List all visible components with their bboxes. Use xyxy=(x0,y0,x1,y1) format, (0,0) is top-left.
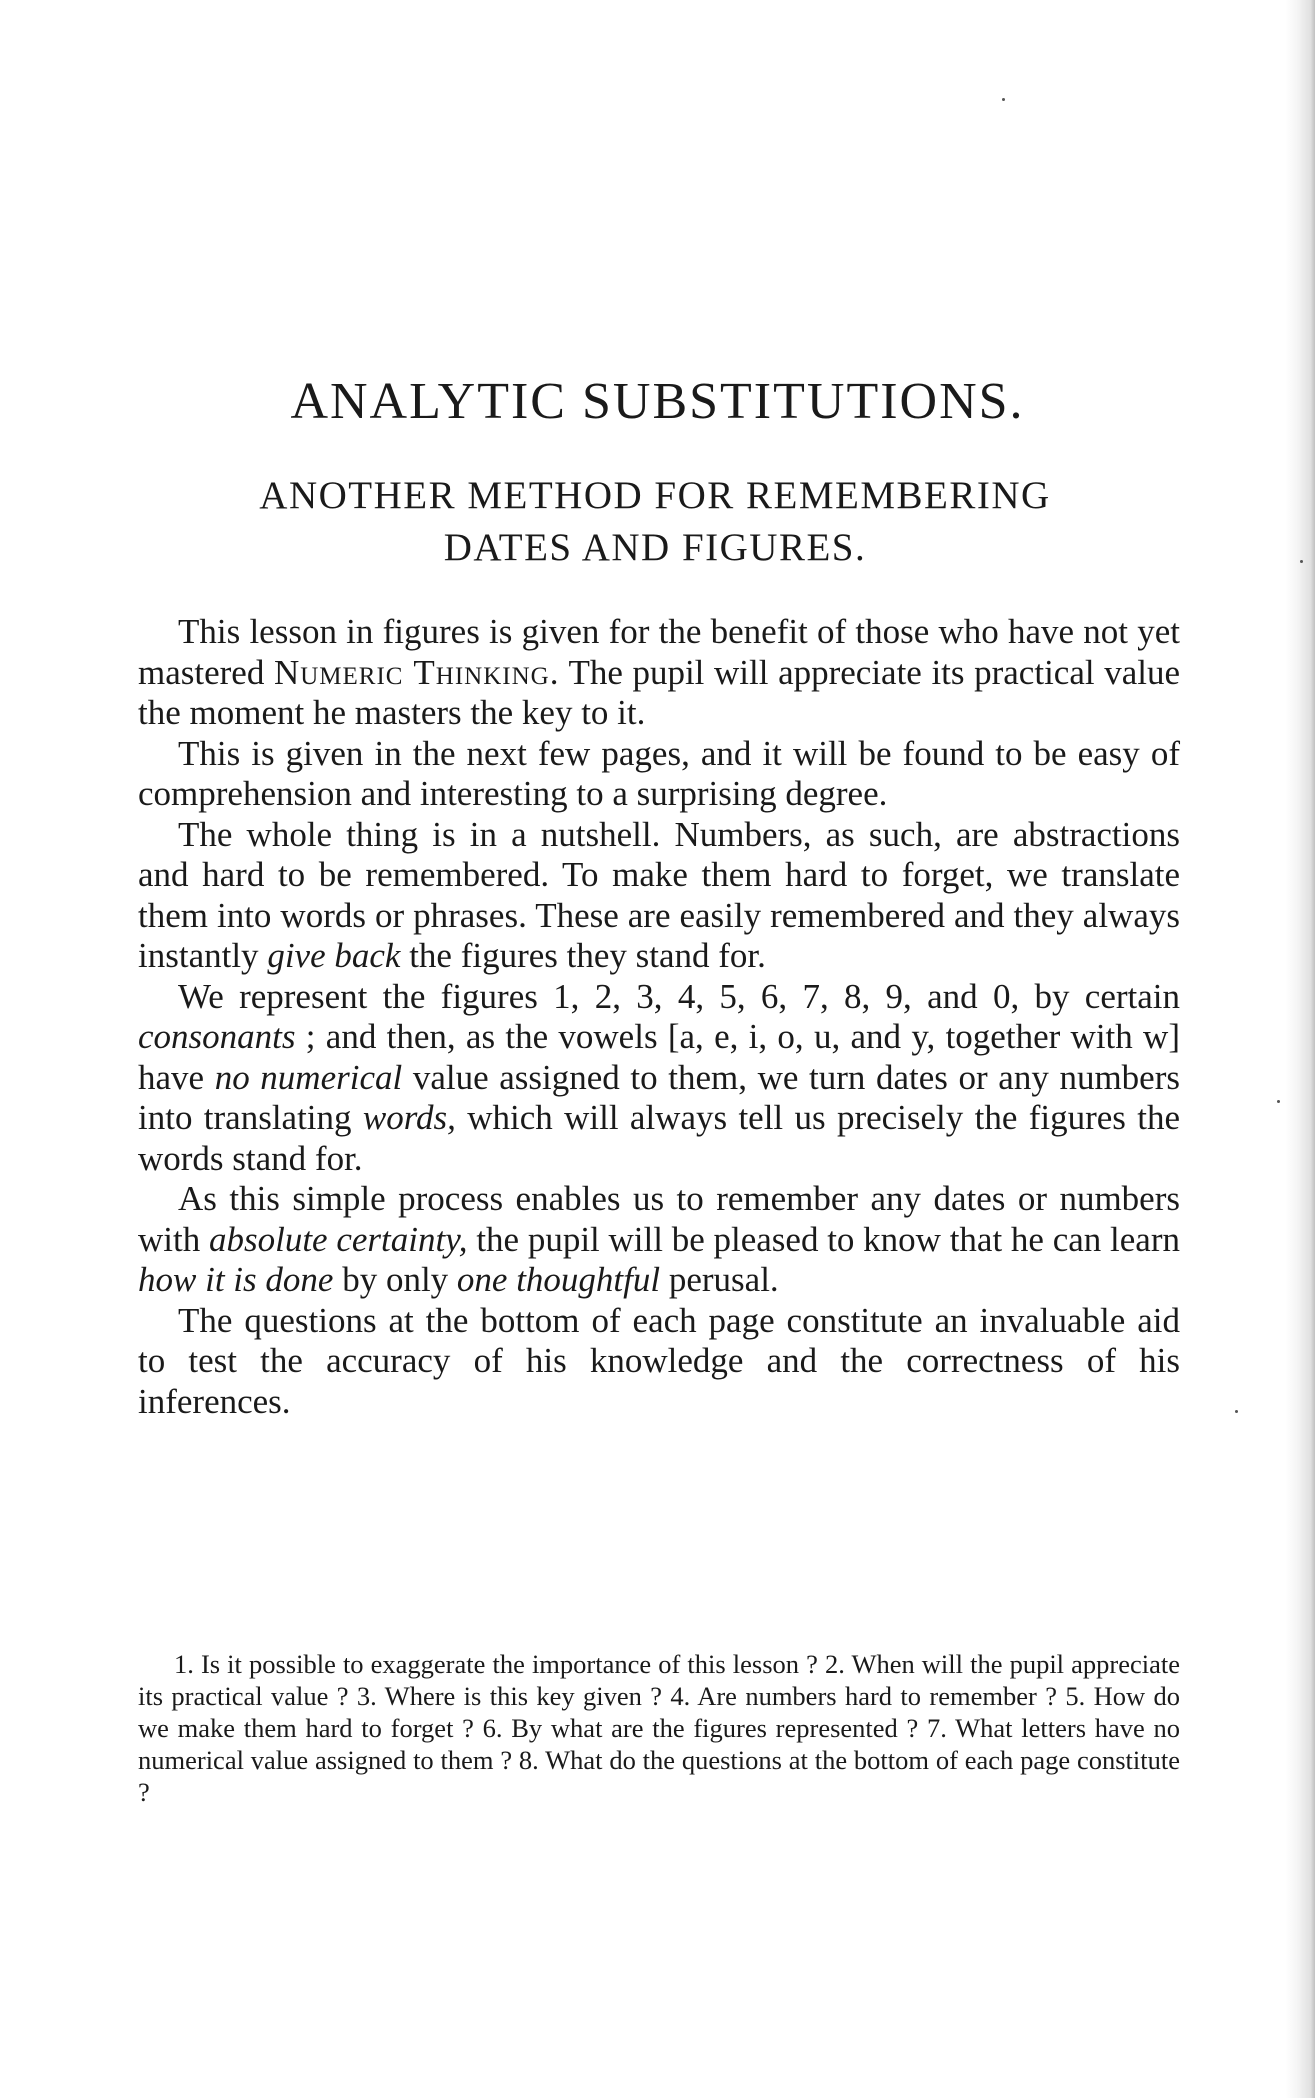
paragraph: This is given in the next few pages, and it will be found to be easy of comprehension and interesting to a surprising degree. xyxy=(138,733,1180,813)
print-speck xyxy=(1277,1100,1280,1103)
page-subtitle xyxy=(150,470,1160,574)
italic-phrase: words, xyxy=(362,1098,456,1137)
page-edge-shadow xyxy=(1285,0,1315,2098)
italic-phrase: give back xyxy=(267,936,401,975)
paragraph: We represent the figures 1, 2, 3, 4, 5, 6, 7, 8, 9, and 0, by certain consonants ; and then, as the vowels [a, e, i, o, u, and y, together with w] have no numerical value assigned to them, we turn dates or any numbers into translating words, which will always tell us precisely the figures the words stand for. xyxy=(138,976,1180,1178)
paragraph: The questions at the bottom of each page constitute an invaluable aid to test the accuracy of his knowledge and the correctness of his inferences. xyxy=(138,1300,1180,1421)
page-title: ANALYTIC SUBSTITUTIONS. xyxy=(290,373,1025,430)
body-text xyxy=(138,612,1180,1422)
print-speck xyxy=(1002,98,1005,101)
paragraph: As this simple process enables us to remember any dates or numbers with absolute certainty, the pupil will be pleased to know that he can learn how it is done by only one thoughtful perusal. xyxy=(138,1179,1180,1299)
subtitle-line: ANOTHER METHOD FOR REMEMBERING xyxy=(259,474,1051,517)
small-caps-term: Numeric Thinking. xyxy=(273,652,560,692)
italic-phrase: absolute certainty, xyxy=(208,1219,468,1259)
italic-phrase: no numerical xyxy=(214,1057,403,1097)
paragraph: This lesson in figures is given for the benefit of those who have not yet mastered Numeric Thinking. The pupil will appreciate its practical value the moment he masters the key to it. xyxy=(138,612,1180,732)
review-questions: 1. Is it possible to exaggerate the importance of this lesson ? 2. When will the pupil appreciate its practical value ? 3. Where is this key given ? 4. Are numbers hard to remember ? 5. How do we make them hard to forget ? 6. By what are the figures represented ? 7. What letters have no numerical value assigned to them ? 8. What do the questions at the bottom of each page constitute ? xyxy=(138,1649,1180,1807)
italic-phrase: one thoughtful xyxy=(456,1260,661,1299)
italic-phrase: consonants xyxy=(138,1017,296,1056)
print-speck xyxy=(1235,1410,1238,1413)
print-speck xyxy=(1300,560,1303,563)
italic-phrase: how it is done xyxy=(138,1260,334,1299)
paragraph: The whole thing is in a nutshell. Numbers, as such, are abstractions and hard to be remembered. To make them hard to forget, we translate them into words or phrases. These are easily remembered and they always instantly give back the figures they stand for. xyxy=(138,814,1180,975)
subtitle-line: DATES AND FIGURES. xyxy=(443,526,867,569)
